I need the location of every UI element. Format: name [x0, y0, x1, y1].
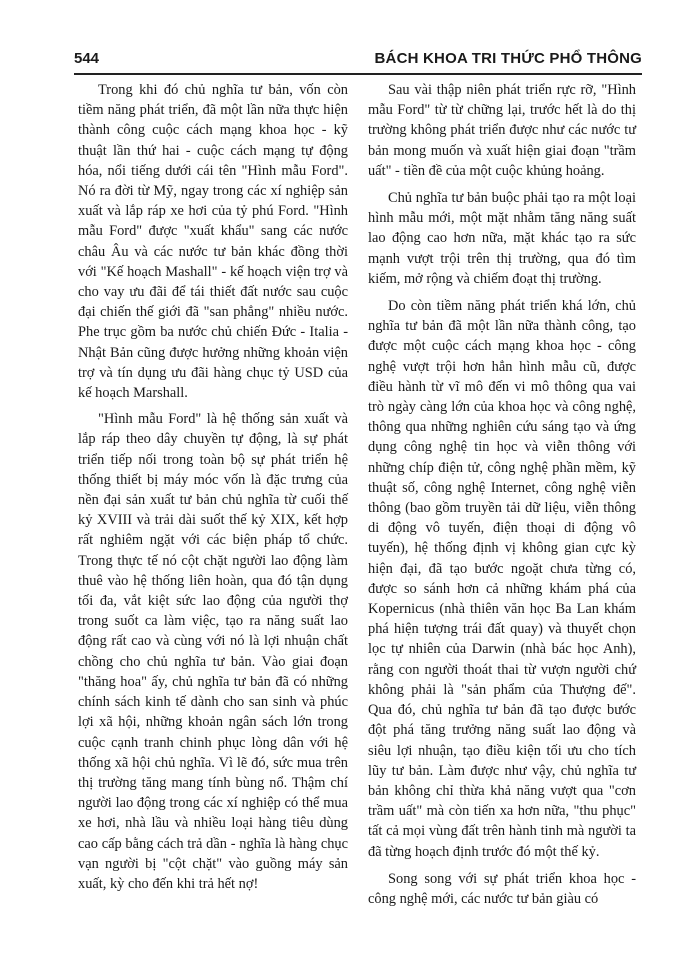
paragraph: Do còn tiềm năng phát triển khá lớn, chủ nghĩa tư bản đã một lần nữa thành công, tạo được một cuộc cách mạng khoa học - công nghệ vượt trội hơn hẳn hình mẫu cũ, được điều hành từ vĩ mô đến vi mô thông qua vai trò ngày càng lớn của khoa học và công nghệ, thông qua những nghiên cứu sáng tạo và ứng dụng công nghệ tin học và viễn thông với những chíp điện tử, công nghệ phần mềm, kỹ thuật số, công nghệ Internet, công nghệ viễn thông (bao gồm truyền tải dữ liệu, viễn thông di động vô tuyến, điện thoại di động vô tuyến), hệ thống định vị không gian cực kỳ hiện đại, đã tạo bước ngoặt chưa từng có, được so sánh hơn cả những khám phá của Kopernicus (nhà thiên văn học Ba Lan khám phá hiện tượng trái đất quay) và thuyết chọn lọc tự nhiên của Darwin (nhà bác học Anh), rằng con người thoát thai từ vượn người chứ không phải là "sản phẩm của Thượng đế". Qua đó, chủ nghĩa tư bản đã tạo được bước đột phá tăng trưởng năng suất lao động và siêu lợi nhuận, tạo điều kiện tối ưu cho tích lũy tư bản. Làm được như vậy, chủ nghĩa tư bản không chỉ thừa khả năng vượt qua "cơn trầm uất" mà còn tiến xa hơn nữa, "thu phục" tất cả mọi vùng đất trên hành tinh mà người ta đã từng hoạch định trước đó một thế kỷ. [368, 298, 636, 860]
page-header [74, 50, 642, 70]
paragraph: Song song với sự phát triển khoa học - công nghệ mới, các nước tư bản giàu có [368, 870, 636, 907]
page-number: 544 [74, 50, 100, 67]
paragraph: "Hình mẫu Ford" là hệ thống sản xuất và lắp ráp theo dây chuyền tự động, là sự phát triển tiếp nối trong toàn bộ sự phát triển hệ thống thiết bị máy móc vốn là đặc trưng của nền đại sản xuất tư bản chủ nghĩa từ cuối thế kỷ XVIII và trải dài suốt thế kỷ XIX, kết hợp rất nghiêm ngặt với các biện pháp tổ chức. Trong thực tế nó cột chặt người lao động làm thuê vào hệ thống liên hoàn, qua đó tận dụng tối đa, vắt kiệt sức lao động của người thợ trong suốt ca làm việc, tạo ra năng suất lao động rất cao và cùng với nó là lợi nhuận chất chồng cho chủ nghĩa tư bản. Vào giai đoạn "thăng hoa" ấy, chủ nghĩa tư bản đã có những chính sách kinh tế dành cho san sinh và phúc lợi xã hội, những khoản ngân sách lớn trong cuộc cạnh tranh chinh phục lòng dân với hệ thống xã hội chủ nghĩa. Vì lẽ đó, sức mua trên thị trường tăng mang tính bùng nổ. Thậm chí người lao động trong các xí nghiệp có thể mua xe hơi, nhà lầu và nhiều loại hàng tiêu dùng cao cấp bằng cách trả dần - nghĩa là hàng chục vạn người bị "cột chặt" vào guồng máy sản xuất, kỳ cho đến khi trả hết nợ! [78, 411, 348, 892]
header-rule [74, 73, 642, 75]
paragraph: Trong khi đó chủ nghĩa tư bản, vốn còn tiềm năng phát triển, đã một lần nữa thực hiện thành công cuộc cách mạng khoa học - kỹ thuật lần thứ hai - cuộc cách mạng tự động hóa, nổi tiếng dưới cái tên "Hình mẫu Ford". Nó ra đời từ Mỹ, ngay trong các xí nghiệp sản xuất và lắp ráp xe hơi của tỷ phú Ford. "Hình mẫu Ford" được "xuất khẩu" sang các nước châu Âu và các nước tư bản khác đồng thời với "Kế hoạch Mashall" - kế hoạch viện trợ và cho vay ưu đãi để tái thiết đất nước sau cuộc đại chiến thế giới đã "san phẳng" nhiều nước. Phe trục gồm ba nước chủ chiến Đức - Italia - Nhật Bản cũng được hưởng những khoản viện trợ và tín dụng ưu đãi hàng chục tỷ USD của kế hoạch Marshall. [78, 82, 348, 402]
paragraph: Chủ nghĩa tư bản buộc phải tạo ra một loại hình mẫu mới, một mặt nhằm tăng năng suất lao động cao hơn nữa, mặt khác tạo ra sức mạnh vượt trội trên thị trường, qua đó tìm kiếm, mở rộng và chiếm đoạt thị trường. [368, 190, 636, 287]
right-column [368, 80, 636, 916]
left-column [78, 80, 348, 900]
paragraph: Sau vài thập niên phát triển rực rỡ, "Hình mẫu Ford" từ từ chững lại, trước hết là do thị trường không phát triển được như các nước tư bản mong muốn và xuất hiện giai đoạn "trầm uất" - tiền đề của một cuộc khủng hoảng. [368, 82, 636, 179]
running-title: BÁCH KHOA TRI THỨC PHỔ THÔNG [374, 50, 642, 67]
